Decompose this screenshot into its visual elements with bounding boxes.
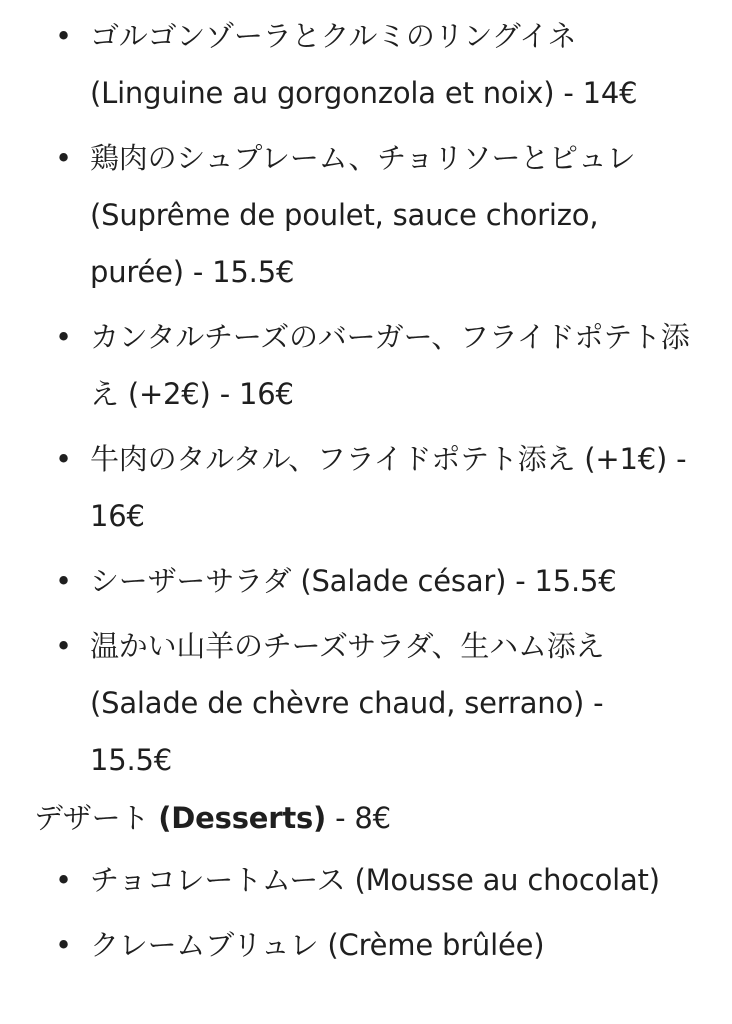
dish-detail: (Salade de chèvre chaud, serrano) - 15.5€: [90, 686, 604, 777]
dish-detail: (+1€) - 16€: [90, 442, 687, 533]
dish-name: クレームブリュレ: [90, 928, 319, 962]
bullet-icon: •: [55, 863, 72, 897]
dish-name: 温かい山羊のチーズサラダ、生ハム添え: [90, 629, 605, 663]
dish-detail: (Linguine au gorgonzola et noix) - 14€: [90, 76, 638, 110]
dish-name: 鶏肉のシュプレーム、チョリソーとピュレ: [90, 141, 636, 175]
desserts-heading: [34, 790, 391, 847]
list-item: [0, 309, 732, 423]
dish-detail: (Suprême de poulet, sauce chorizo, purée) - 15.5€: [90, 198, 599, 289]
list-item: [0, 852, 732, 909]
bullet-icon: •: [55, 442, 72, 476]
desserts-heading-jp: デザート: [34, 801, 150, 835]
bullet-icon: •: [55, 629, 72, 663]
bullet-icon: •: [55, 564, 72, 598]
bullet-icon: •: [55, 141, 72, 175]
list-item: [0, 553, 732, 610]
dish-name: 牛肉のタルタル、フライドポテト添え: [90, 442, 576, 476]
desserts-list: [0, 852, 732, 982]
dish-detail: (Mousse au chocolat): [354, 863, 660, 897]
mains-list: [0, 8, 732, 797]
dish-detail: (+2€) - 16€: [127, 377, 294, 411]
bullet-icon: •: [55, 928, 72, 962]
dish-name: シーザーサラダ: [90, 564, 292, 598]
dish-name: カンタルチーズのバーガー、フライドポテト添え: [90, 320, 690, 411]
desserts-heading-price: - 8€: [335, 801, 391, 835]
dish-detail: (Crème brûlée): [327, 928, 545, 962]
dish-detail: (Salade césar) - 15.5€: [300, 564, 617, 598]
dish-name: ゴルゴンゾーラとクルミのリングイネ: [90, 19, 577, 53]
list-item: [0, 431, 732, 545]
bullet-icon: •: [55, 320, 72, 354]
bullet-icon: •: [55, 19, 72, 53]
dish-name: チョコレートムース: [90, 863, 346, 897]
desserts-heading-fr: (Desserts): [158, 801, 327, 835]
list-item: [0, 618, 732, 789]
list-item: [0, 130, 732, 301]
list-item: [0, 8, 732, 122]
list-item: [0, 917, 732, 974]
